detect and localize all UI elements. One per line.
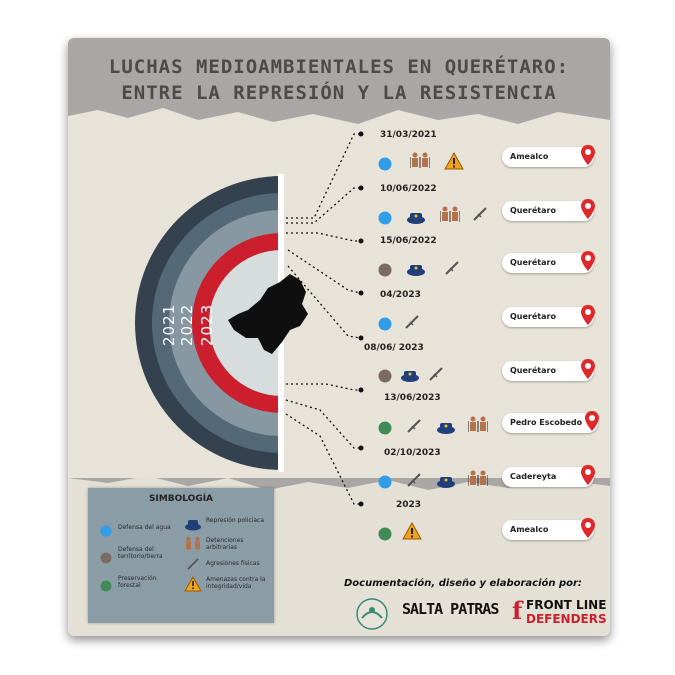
baton-icon bbox=[472, 206, 488, 226]
event-date: 31/03/2021 bbox=[380, 130, 437, 140]
salta-patras-logo: SALTA PATRAS bbox=[402, 600, 499, 618]
location-pin-icon bbox=[580, 250, 596, 276]
title-line-2: ENTRE LA REPRESIÓN Y LA RESISTENCIA bbox=[121, 82, 557, 104]
location-pill: Cadereyta bbox=[502, 467, 594, 487]
police-icon bbox=[406, 262, 426, 281]
forest-icon bbox=[378, 526, 392, 545]
legend-aggression-label: Agresiones físicas bbox=[206, 560, 260, 567]
police-icon bbox=[184, 516, 202, 535]
police-icon bbox=[436, 474, 456, 493]
police-icon bbox=[436, 420, 456, 439]
territory-icon bbox=[378, 368, 392, 387]
event-date: 15/06/2022 bbox=[380, 236, 437, 246]
location-pill: Pedro Escobedo bbox=[502, 413, 598, 433]
legend-panel bbox=[88, 488, 274, 623]
location-pin-icon bbox=[580, 358, 596, 384]
baton-icon bbox=[444, 260, 460, 280]
legend-threat-label: Amenazas contra la integridad/vida bbox=[206, 576, 266, 590]
water-icon bbox=[378, 210, 392, 229]
event-date: 2023 bbox=[396, 500, 422, 510]
warning-icon bbox=[184, 576, 202, 596]
location-pill: Querétaro bbox=[502, 253, 594, 273]
year-label-2022: 2022 bbox=[178, 303, 196, 346]
water-icon bbox=[100, 522, 112, 541]
event-date: 02/10/2023 bbox=[384, 448, 441, 458]
baton-icon bbox=[186, 556, 200, 575]
location-pin-icon bbox=[580, 517, 596, 543]
warning-icon bbox=[402, 522, 422, 544]
legend-detention-label: Detenciones arbitrarias bbox=[206, 537, 244, 551]
warning-icon bbox=[444, 152, 464, 174]
location-pill: Querétaro bbox=[502, 307, 594, 327]
fld-line1: FRONT LINE bbox=[526, 598, 607, 612]
detention-icon bbox=[468, 416, 488, 436]
baton-icon bbox=[406, 472, 422, 492]
baton-icon bbox=[406, 418, 422, 438]
location-pin-icon bbox=[580, 144, 596, 170]
event-date: 10/06/2022 bbox=[380, 184, 437, 194]
detention-icon bbox=[440, 206, 460, 226]
location-pin-icon bbox=[580, 304, 596, 330]
location-pin-icon bbox=[584, 410, 600, 436]
police-icon bbox=[406, 210, 426, 229]
infographic-card bbox=[68, 38, 610, 636]
territory-icon bbox=[378, 262, 392, 281]
year-label-2021: 2021 bbox=[160, 303, 178, 346]
event-date: 13/06/2023 bbox=[384, 393, 441, 403]
baton-icon bbox=[404, 314, 420, 334]
legend-territory-label: Defensa del territorio/tierra bbox=[118, 546, 163, 560]
forest-icon bbox=[378, 420, 392, 439]
location-pill: Querétaro bbox=[502, 361, 594, 381]
detention-icon bbox=[410, 152, 430, 172]
event-date: 04/2023 bbox=[380, 290, 421, 300]
forest-icon bbox=[100, 577, 112, 596]
detention-icon bbox=[468, 470, 488, 490]
collective-logo bbox=[354, 596, 390, 634]
credits-text: Documentación, diseño y elaboración por: bbox=[344, 578, 582, 589]
location-pin-icon bbox=[580, 198, 596, 224]
location-pill: Amealco bbox=[502, 147, 594, 167]
baton-icon bbox=[428, 366, 444, 386]
legend-police-label: Represión policiaca bbox=[206, 517, 265, 524]
legend-title: SIMBOLOGÍA bbox=[148, 494, 214, 504]
event-date: 08/06/ 2023 bbox=[364, 343, 424, 353]
water-icon bbox=[378, 156, 392, 175]
fld-f-icon: f bbox=[512, 596, 523, 625]
legend-forest-label: Preservación forestal bbox=[118, 575, 157, 589]
year-label-2023: 2023 bbox=[198, 303, 216, 346]
location-pill: Amealco bbox=[502, 520, 594, 540]
territory-icon bbox=[100, 549, 112, 568]
title-line-1: LUCHAS MEDIOAMBIENTALES EN QUERÉTARO: bbox=[108, 56, 570, 78]
water-icon bbox=[378, 474, 392, 493]
fld-line2: DEFENDERS bbox=[526, 612, 607, 626]
water-icon bbox=[378, 316, 392, 335]
location-pill: Querétaro bbox=[502, 201, 594, 221]
police-icon bbox=[400, 368, 420, 387]
location-pin-icon bbox=[580, 464, 596, 490]
detention-icon bbox=[184, 535, 202, 554]
legend-water-label: Defensa del agua bbox=[118, 524, 171, 531]
